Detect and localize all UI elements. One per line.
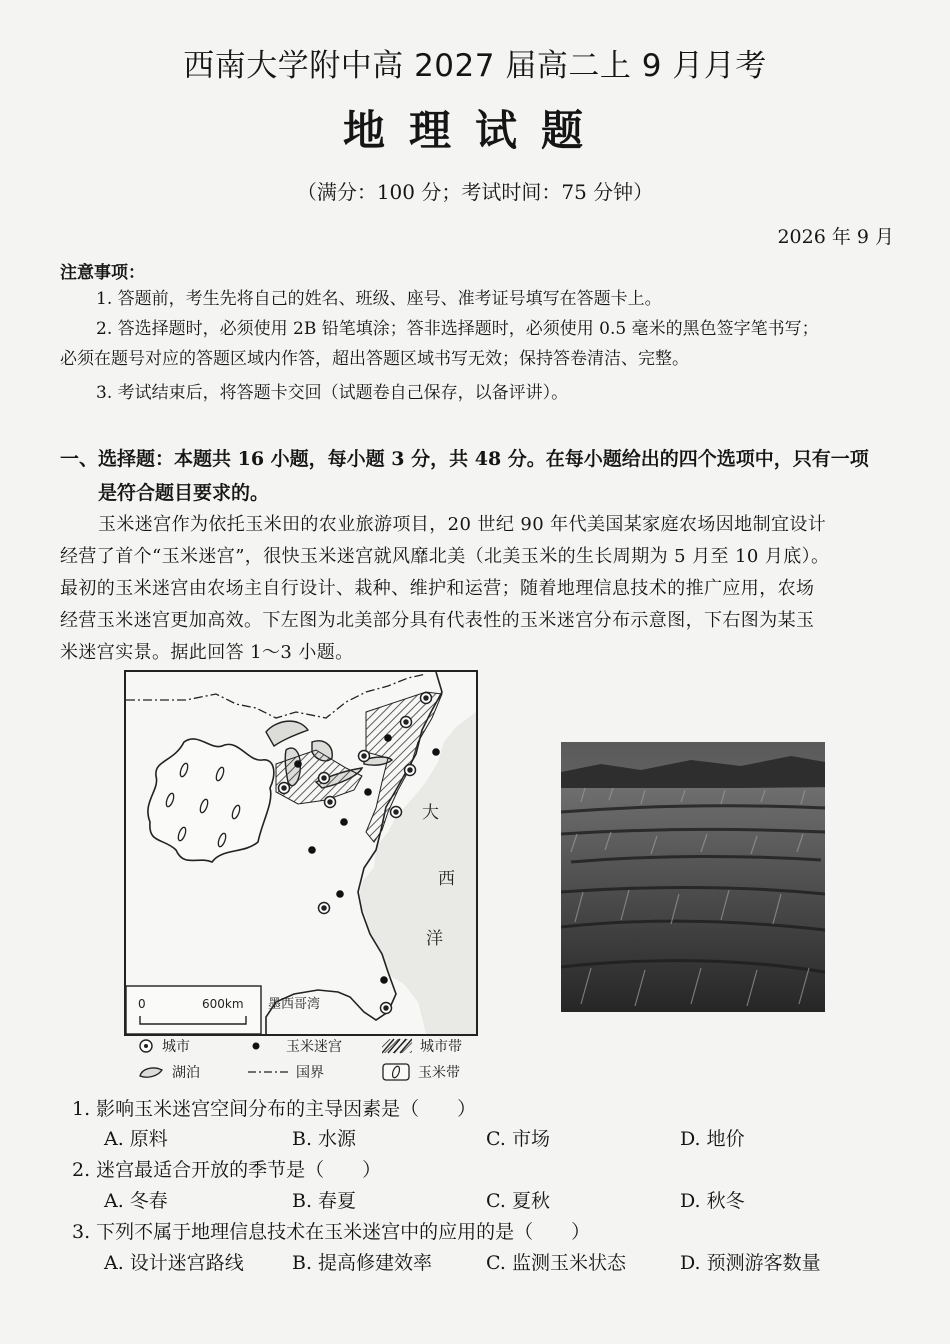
exam-date: 2026 年 9 月 [777,226,894,248]
q1-option-a: A. 原料 [104,1128,168,1150]
corn-maze-photo-svg [561,742,825,1012]
q1-option-d: D. 地价 [680,1128,745,1150]
map-legend [138,1036,478,1090]
exam-subject-title: 地理试题 [342,106,607,155]
passage-line-3: 最初的玉米迷宫由农场主自行设计、栽种、维护和运营；随着地理信息技术的推广应用，农场 [60,578,815,599]
q3-option-a: A. 设计迷宫路线 [104,1252,244,1274]
exam-school-title: 西南大学附中高 2027 届高二上 9 月月考 [183,48,767,84]
passage-line-4: 经营玉米迷宫更加高效。下左图为北美部分具有代表性的玉米迷宫分布示意图，下右图为某玉 [60,610,815,631]
legend-lake: 湖泊 [172,1065,200,1081]
q1-option-c: C. 市场 [486,1128,550,1150]
lake-icon [138,1064,164,1080]
city-belt-icon [382,1038,412,1054]
q2-option-c: C. 夏秋 [486,1190,550,1212]
city-icon [138,1038,154,1054]
corn-belt-icon [382,1063,410,1081]
passage-line-2: 经营了首个“玉米迷宫”，很快玉米迷宫就风靡北美（北美玉米的生长周期为 5 月至 10 月底）。 [60,546,830,567]
notice-item-2-cont: 必须在题号对应的答题区域内作答，超出答题区域书写无效；保持答卷清洁、完整。 [60,349,689,369]
q2-option-b: B. 春夏 [292,1190,357,1212]
scale-zero: 0 [138,997,146,1011]
corn-maze-map [124,670,478,1036]
legend-city-belt: 城市带 [420,1039,462,1055]
gulf-label: 墨西哥湾 [268,997,321,1012]
scale-end: 600km [202,997,244,1011]
section-heading: 一、选择题：本题共 16 小题，每小题 3 分，共 48 分。在每小题给出的四个选项中，只有一项 [60,448,869,470]
legend-corn-belt: 玉米带 [418,1065,460,1081]
q3-option-c: C. 监测玉米状态 [486,1252,626,1274]
question-2: 2. 迷宫最适合开放的季节是（ ） [72,1159,382,1181]
q3-option-b: B. 提高修建效率 [292,1252,433,1274]
legend-maze: 玉米迷宫 [286,1039,342,1055]
maze-icon [248,1038,264,1054]
q1-option-b: B. 水源 [292,1128,357,1150]
legend-border: 国界 [296,1065,324,1081]
legend-city: 城市 [162,1039,190,1055]
notice-title: 注意事项： [60,263,145,283]
passage-line-5: 米迷宫实景。据此回答 1～3 小题。 [60,642,354,663]
notice-item-2: 2. 答选择题时，必须使用 2B 铅笔填涂；答非选择题时，必须使用 0.5 毫米的黑色签字笔书写； [96,319,819,339]
q2-option-d: D. 秋冬 [680,1190,745,1212]
q2-option-a: A. 冬春 [104,1190,168,1212]
corn-maze-photo [561,742,825,1012]
notice-item-3: 3. 考试结束后，将答题卡交回（试题卷自己保存，以备评讲）。 [96,383,569,403]
ocean-label-3: 洋 [426,929,443,949]
section-heading-cont: 是符合题目要求的。 [98,482,270,504]
ocean-label-2: 西 [438,869,455,889]
border-icon [248,1064,288,1080]
passage-line-1: 玉米迷宫作为依托玉米田的农业旅游项目，20 世纪 90 年代美国某家庭农场因地制宜设计 [98,514,827,535]
q3-option-d: D. 预测游客数量 [680,1252,821,1274]
ocean-label-1: 大 [422,803,439,823]
question-1: 1. 影响玉米迷宫空间分布的主导因素是（ ） [72,1098,477,1120]
exam-meta: （满分：100 分；考试时间：75 分钟） [296,180,654,204]
notice-item-1: 1. 答题前，考生先将自己的姓名、班级、座号、准考证号填写在答题卡上。 [96,289,662,309]
map-svg [126,672,476,1034]
question-3: 3. 下列不属于地理信息技术在玉米迷宫中的应用的是（ ） [72,1221,591,1243]
